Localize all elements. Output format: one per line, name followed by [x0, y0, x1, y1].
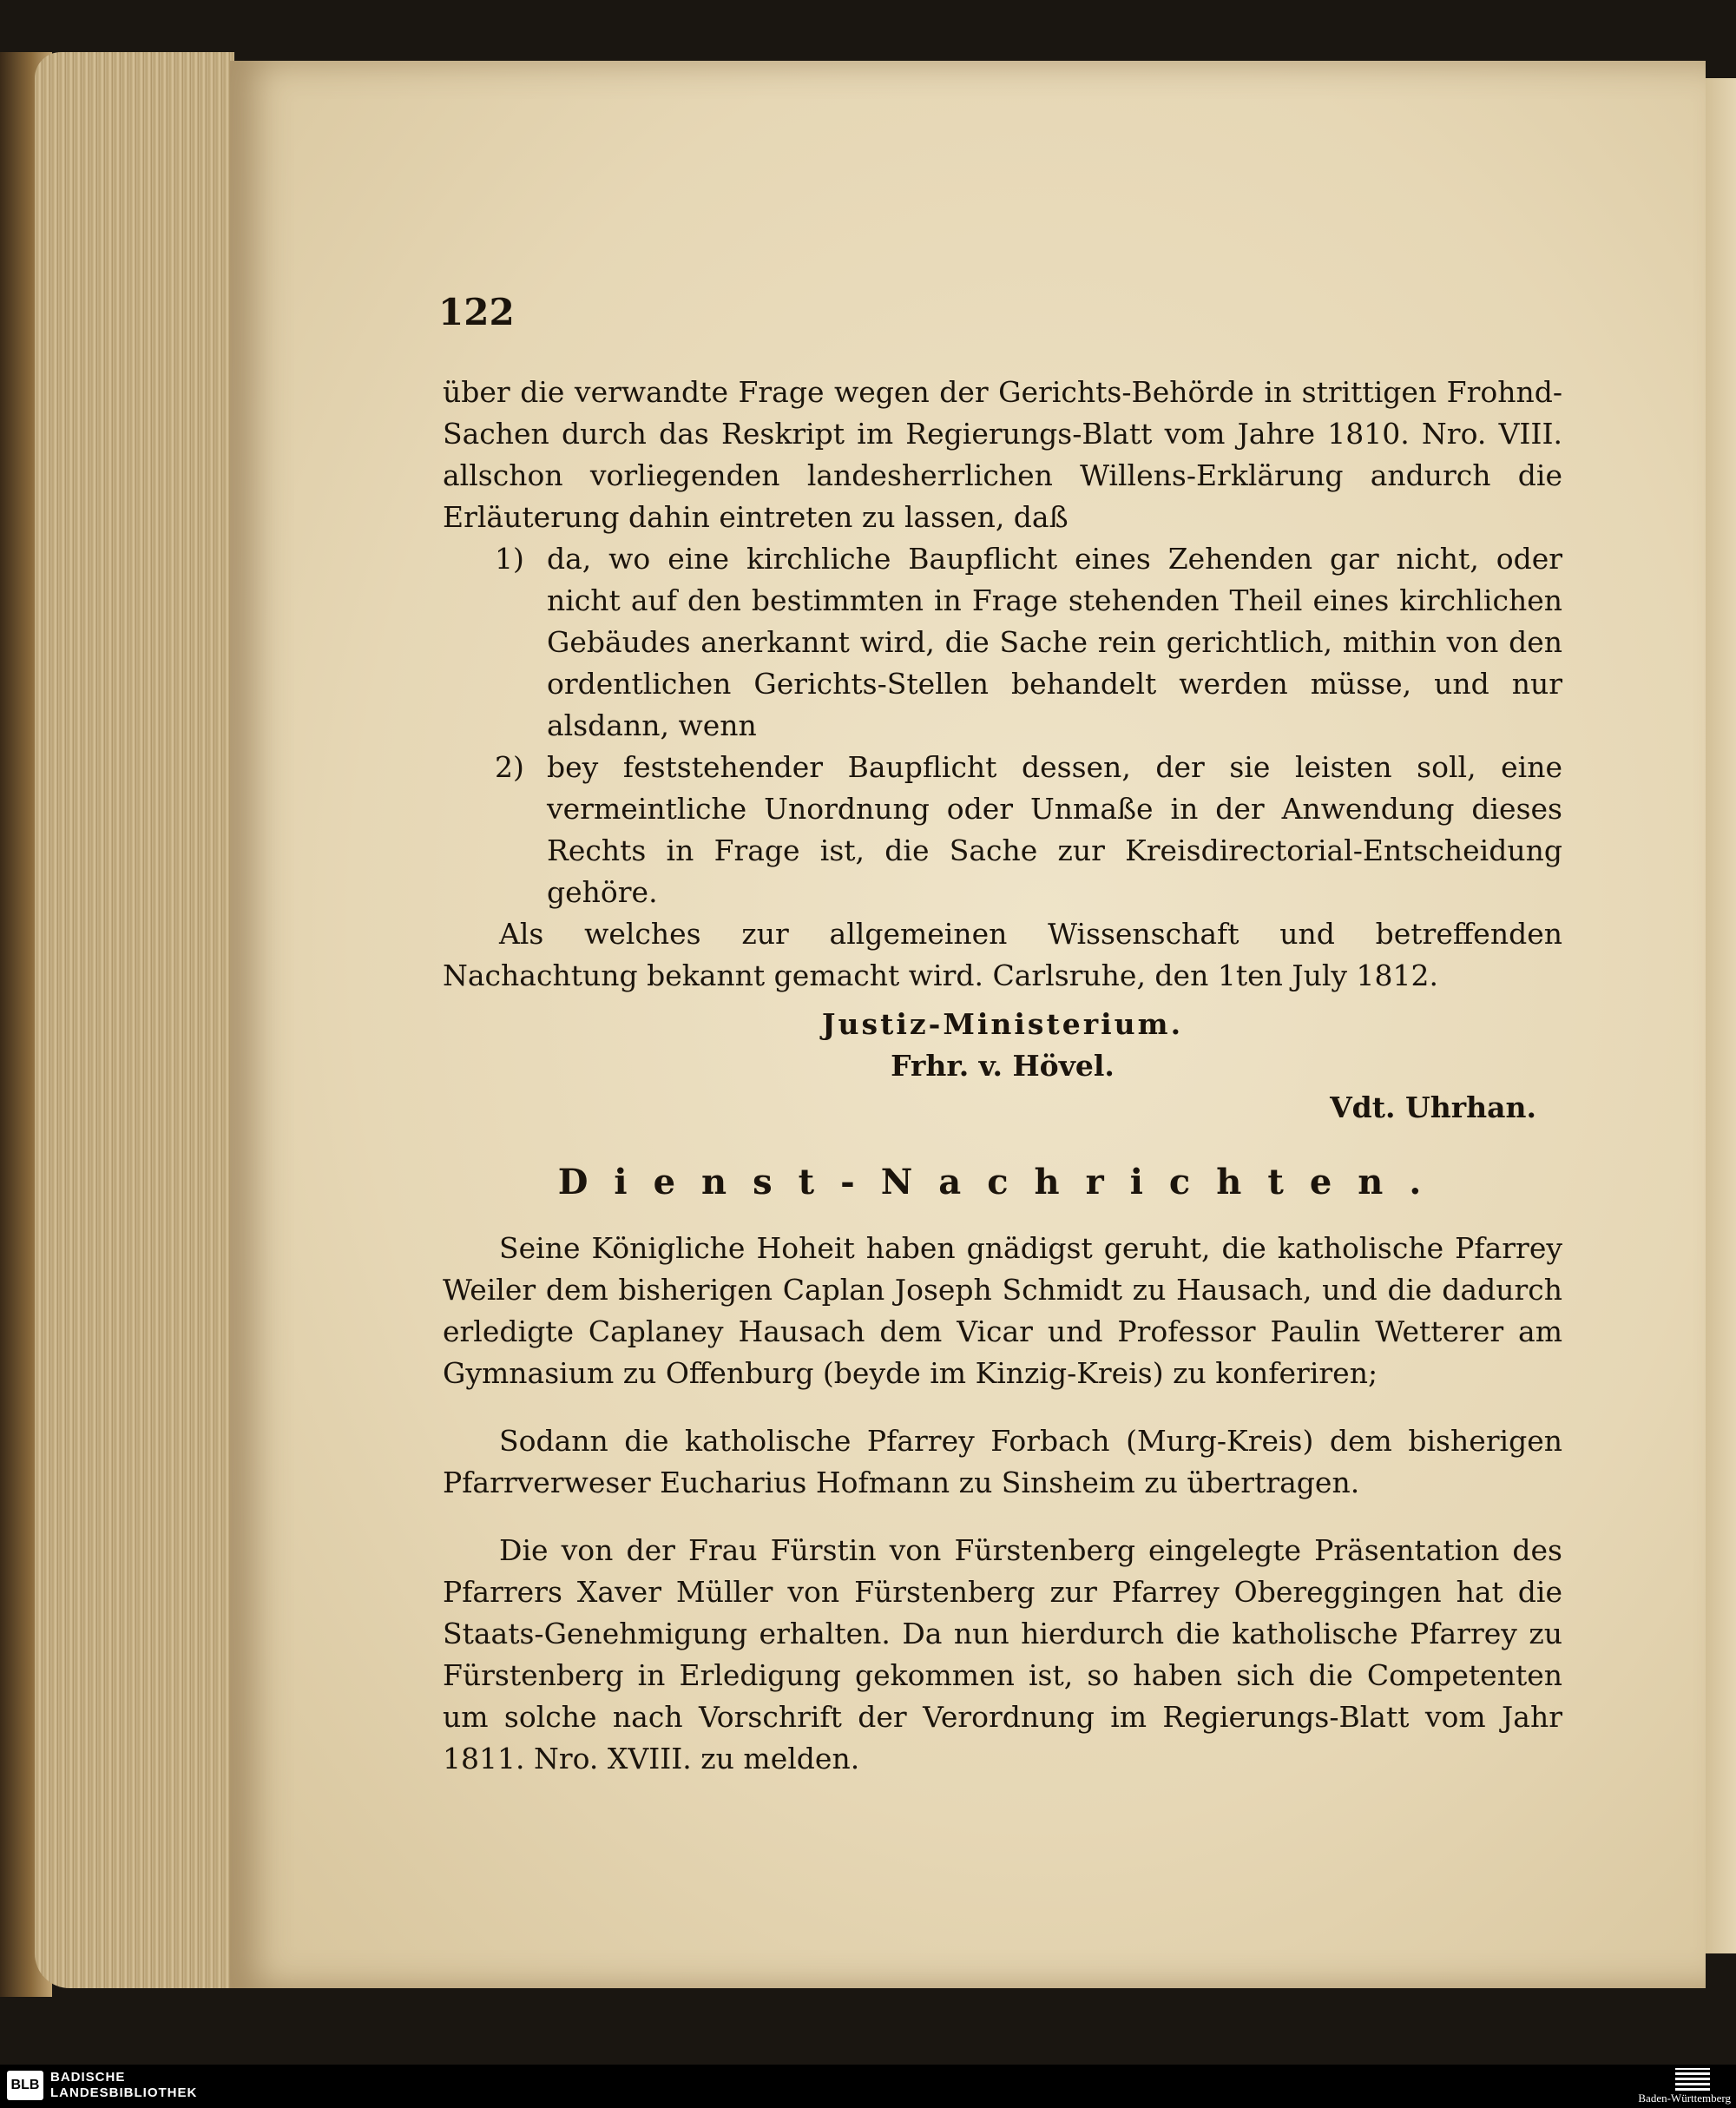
item-number: 2) [495, 750, 524, 784]
closing-paragraph: Als welches zur allgemeinen Wissenschaft und betreffenden Nachachtung bekannt gemacht wird. Carlsruhe, den 1ten July 1812. [443, 917, 1562, 992]
list-item [443, 747, 1562, 913]
list-item [443, 538, 1562, 747]
section-heading: Dienst-Nachrichten. [557, 1162, 1448, 1202]
blb-logo-icon[interactable]: BLB [7, 2071, 43, 2100]
intro-paragraph: über die verwandte Frage wegen der Gerichts-Behörde in strittigen Frohnd-Sachen durch das Reskript im Regierungs-Blatt vom Jahre 1810. Nro. VIII. allschon vorliegenden landesherrlichen Willens-Erklärung andurch die Erläuterung dahin eintreten zu lassen, daß [443, 375, 1562, 534]
library-name: BADISCHE LANDESBIBLIOTHEK [50, 2070, 198, 2100]
news-paragraph-1: Seine Königliche Hoheit haben gnädigst geruht, die katholische Pfarrey Weiler dem bisherigen Caplan Joseph Schmidt zu Hausach, und die dadurch erledigte Caplaney Hausach dem Vicar und Professor Paulin Wetterer am Gymnasium zu Offenburg (beyde im Kinzig-Kreis) zu konferiren; [443, 1231, 1562, 1390]
viewer-footer [0, 2065, 1736, 2108]
signature-ministry: Justiz-Ministerium. [821, 1007, 1184, 1041]
item-text: bey feststehender Baupflicht dessen, der sie leisten soll, eine vermeintliche Unordnung oder Unmaße in der Anwendung dieses Rechts in Frage ist, die Sache zur Kreisdirectorial-Entscheidung gehöre. [547, 750, 1562, 909]
page-number: 122 [438, 291, 515, 333]
item-number: 1) [495, 542, 524, 576]
baden-wuerttemberg-label: Baden-Württemberg [1638, 2092, 1731, 2105]
baden-wuerttemberg-logo-icon [1675, 2068, 1710, 2091]
item-text: da, wo eine kirchliche Baupflicht eines Zehenden gar nicht, oder nicht auf den bestimmten in Frage stehenden Theil eines kirchlichen Gebäudes anerkannt wird, die Sache rein gerichtlich, mithin von den ordentlichen Gerichts-Stellen behandelt werden müsse, und nur alsdann, wenn [547, 542, 1562, 742]
news-paragraph-3: Die von der Frau Fürstin von Fürstenberg eingelegte Präsentation des Pfarrers Xaver Müller von Fürstenberg zur Pfarrey Obereggingen hat die Staats-Genehmigung erhalten. Da nun hierdurch die katholische Pfarrey zu Fürstenberg in Erledigung gekommen ist, so haben sich die Competenten um solche nach Vorschrift der Verordnung im Regierungs-Blatt vom Jahr 1811. Nro. XVIII. zu melden. [443, 1533, 1562, 1775]
page-text [443, 287, 1562, 1780]
news-paragraph-2: Sodann die katholische Pfarrey Forbach (Murg-Kreis) dem bisherigen Pfarrverweser Eucharius Hofmann zu Sinsheim zu übertragen. [443, 1424, 1562, 1499]
signature-name: Frhr. v. Hövel. [891, 1049, 1115, 1083]
signature-vdt: Vdt. Uhrhan. [1330, 1090, 1536, 1124]
page-edges [35, 52, 234, 1988]
